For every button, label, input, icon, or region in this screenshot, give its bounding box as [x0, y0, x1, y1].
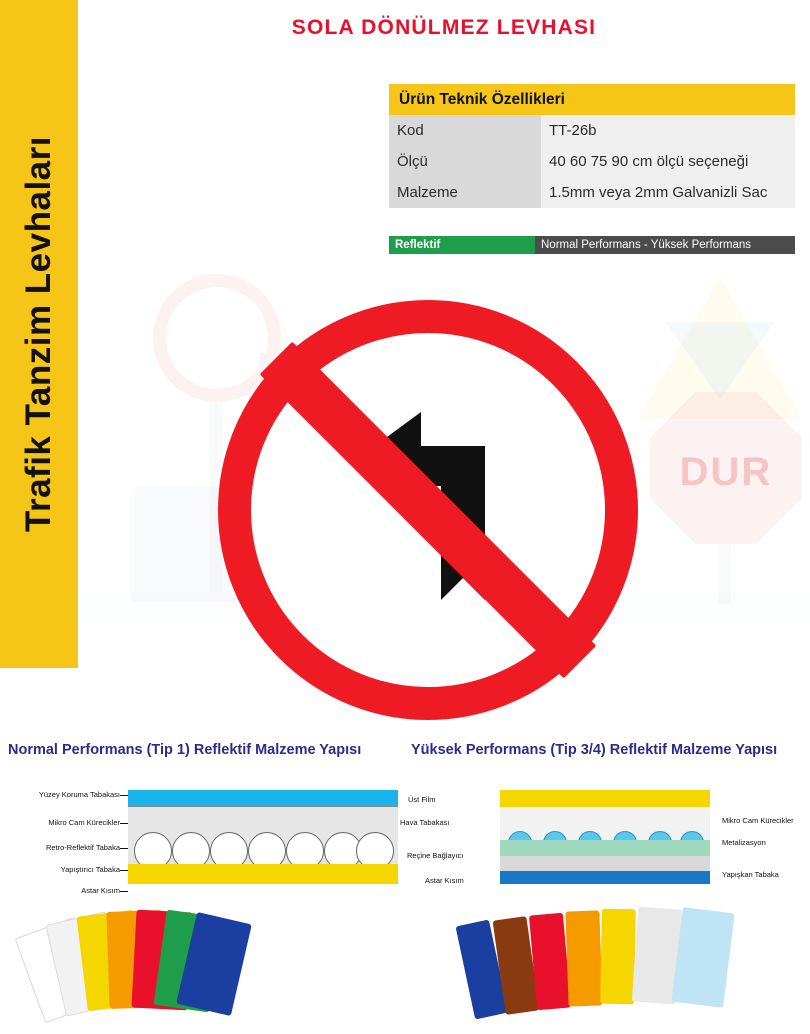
swatch — [529, 913, 571, 1011]
label-micro-glass-beads: Mikro Cam Kürecikler — [48, 818, 120, 827]
label-air-layer: Hava Tabakası — [400, 818, 450, 827]
reflective-left-label: Reflektif — [389, 236, 535, 254]
left-color-swatches — [10, 905, 270, 1025]
side-banner — [0, 0, 78, 668]
table-row — [389, 177, 795, 208]
reflective-right-label: Normal Performans - Yüksek Performans — [535, 236, 795, 254]
leader-line — [120, 891, 128, 892]
layer-adhesive — [500, 871, 710, 884]
type1-layer-diagram — [128, 790, 398, 895]
swatch — [671, 907, 734, 1008]
layer-resin-binder — [500, 840, 710, 856]
spec-key-kod: Kod — [389, 115, 541, 146]
spec-table — [389, 84, 795, 208]
label-primer-right: Astar Kısım — [425, 876, 464, 885]
layer-primer — [500, 856, 710, 871]
label-adhesive-right: Yapışkan Tabaka — [722, 870, 779, 879]
reflective-strip — [389, 236, 795, 254]
label-resin-binder: Reçine Bağlayıcı — [407, 851, 464, 860]
layer-top-film — [500, 790, 710, 807]
table-row — [389, 115, 795, 146]
swatch — [600, 909, 636, 1005]
ghost-stop-label: DUR — [679, 450, 773, 494]
label-metallization: Metalizasyon — [722, 838, 766, 847]
spec-table-header: Ürün Teknik Özellikleri — [389, 84, 795, 115]
right-color-swatches — [455, 900, 755, 1025]
leader-line — [120, 870, 128, 871]
swatch — [565, 910, 602, 1006]
leader-line — [120, 848, 128, 849]
layer-primer — [128, 864, 398, 884]
label-micro-glass-beads-right: Mikro Cam Kürecikler — [722, 816, 794, 825]
right-section-title: Yüksek Performans (Tip 3/4) Reflektif Malzeme Yapısı — [411, 742, 778, 758]
label-retro-reflective: Retro-Reflektif Tabaka — [45, 843, 120, 852]
no-left-turn-sign — [218, 300, 638, 720]
table-row — [389, 146, 795, 177]
label-primer: Astar Kısım — [81, 886, 120, 895]
ghost-yield-inner — [666, 322, 774, 400]
leader-line — [120, 795, 128, 796]
label-top-film: Üst Film — [408, 795, 436, 804]
label-adhesive: Yapıştırıcı Tabaka — [60, 865, 120, 874]
spec-value-olcu: 40 60 75 90 cm ölçü seçeneği — [541, 146, 795, 177]
layer-surface-protection — [128, 790, 398, 806]
left-section-title: Normal Performans (Tip 1) Reflektif Malzeme Yapısı — [8, 742, 362, 758]
table-header-row — [389, 84, 795, 115]
spec-value-kod: TT-26b — [541, 115, 795, 146]
page-title: SOLA DÖNÜLMEZ LEVHASI — [291, 16, 597, 39]
layer-retro-reflective — [128, 806, 398, 866]
side-banner-label: Trafik Tanzim Levhaları — [19, 136, 58, 532]
spec-key-malzeme: Malzeme — [389, 177, 541, 208]
label-surface-protection: Yüzey Koruma Tabakası — [38, 790, 120, 799]
spec-key-olcu: Ölçü — [389, 146, 541, 177]
type34-layer-diagram — [500, 790, 710, 895]
leader-line — [120, 823, 128, 824]
spec-value-malzeme: 1.5mm veya 2mm Galvanizli Sac — [541, 177, 795, 208]
